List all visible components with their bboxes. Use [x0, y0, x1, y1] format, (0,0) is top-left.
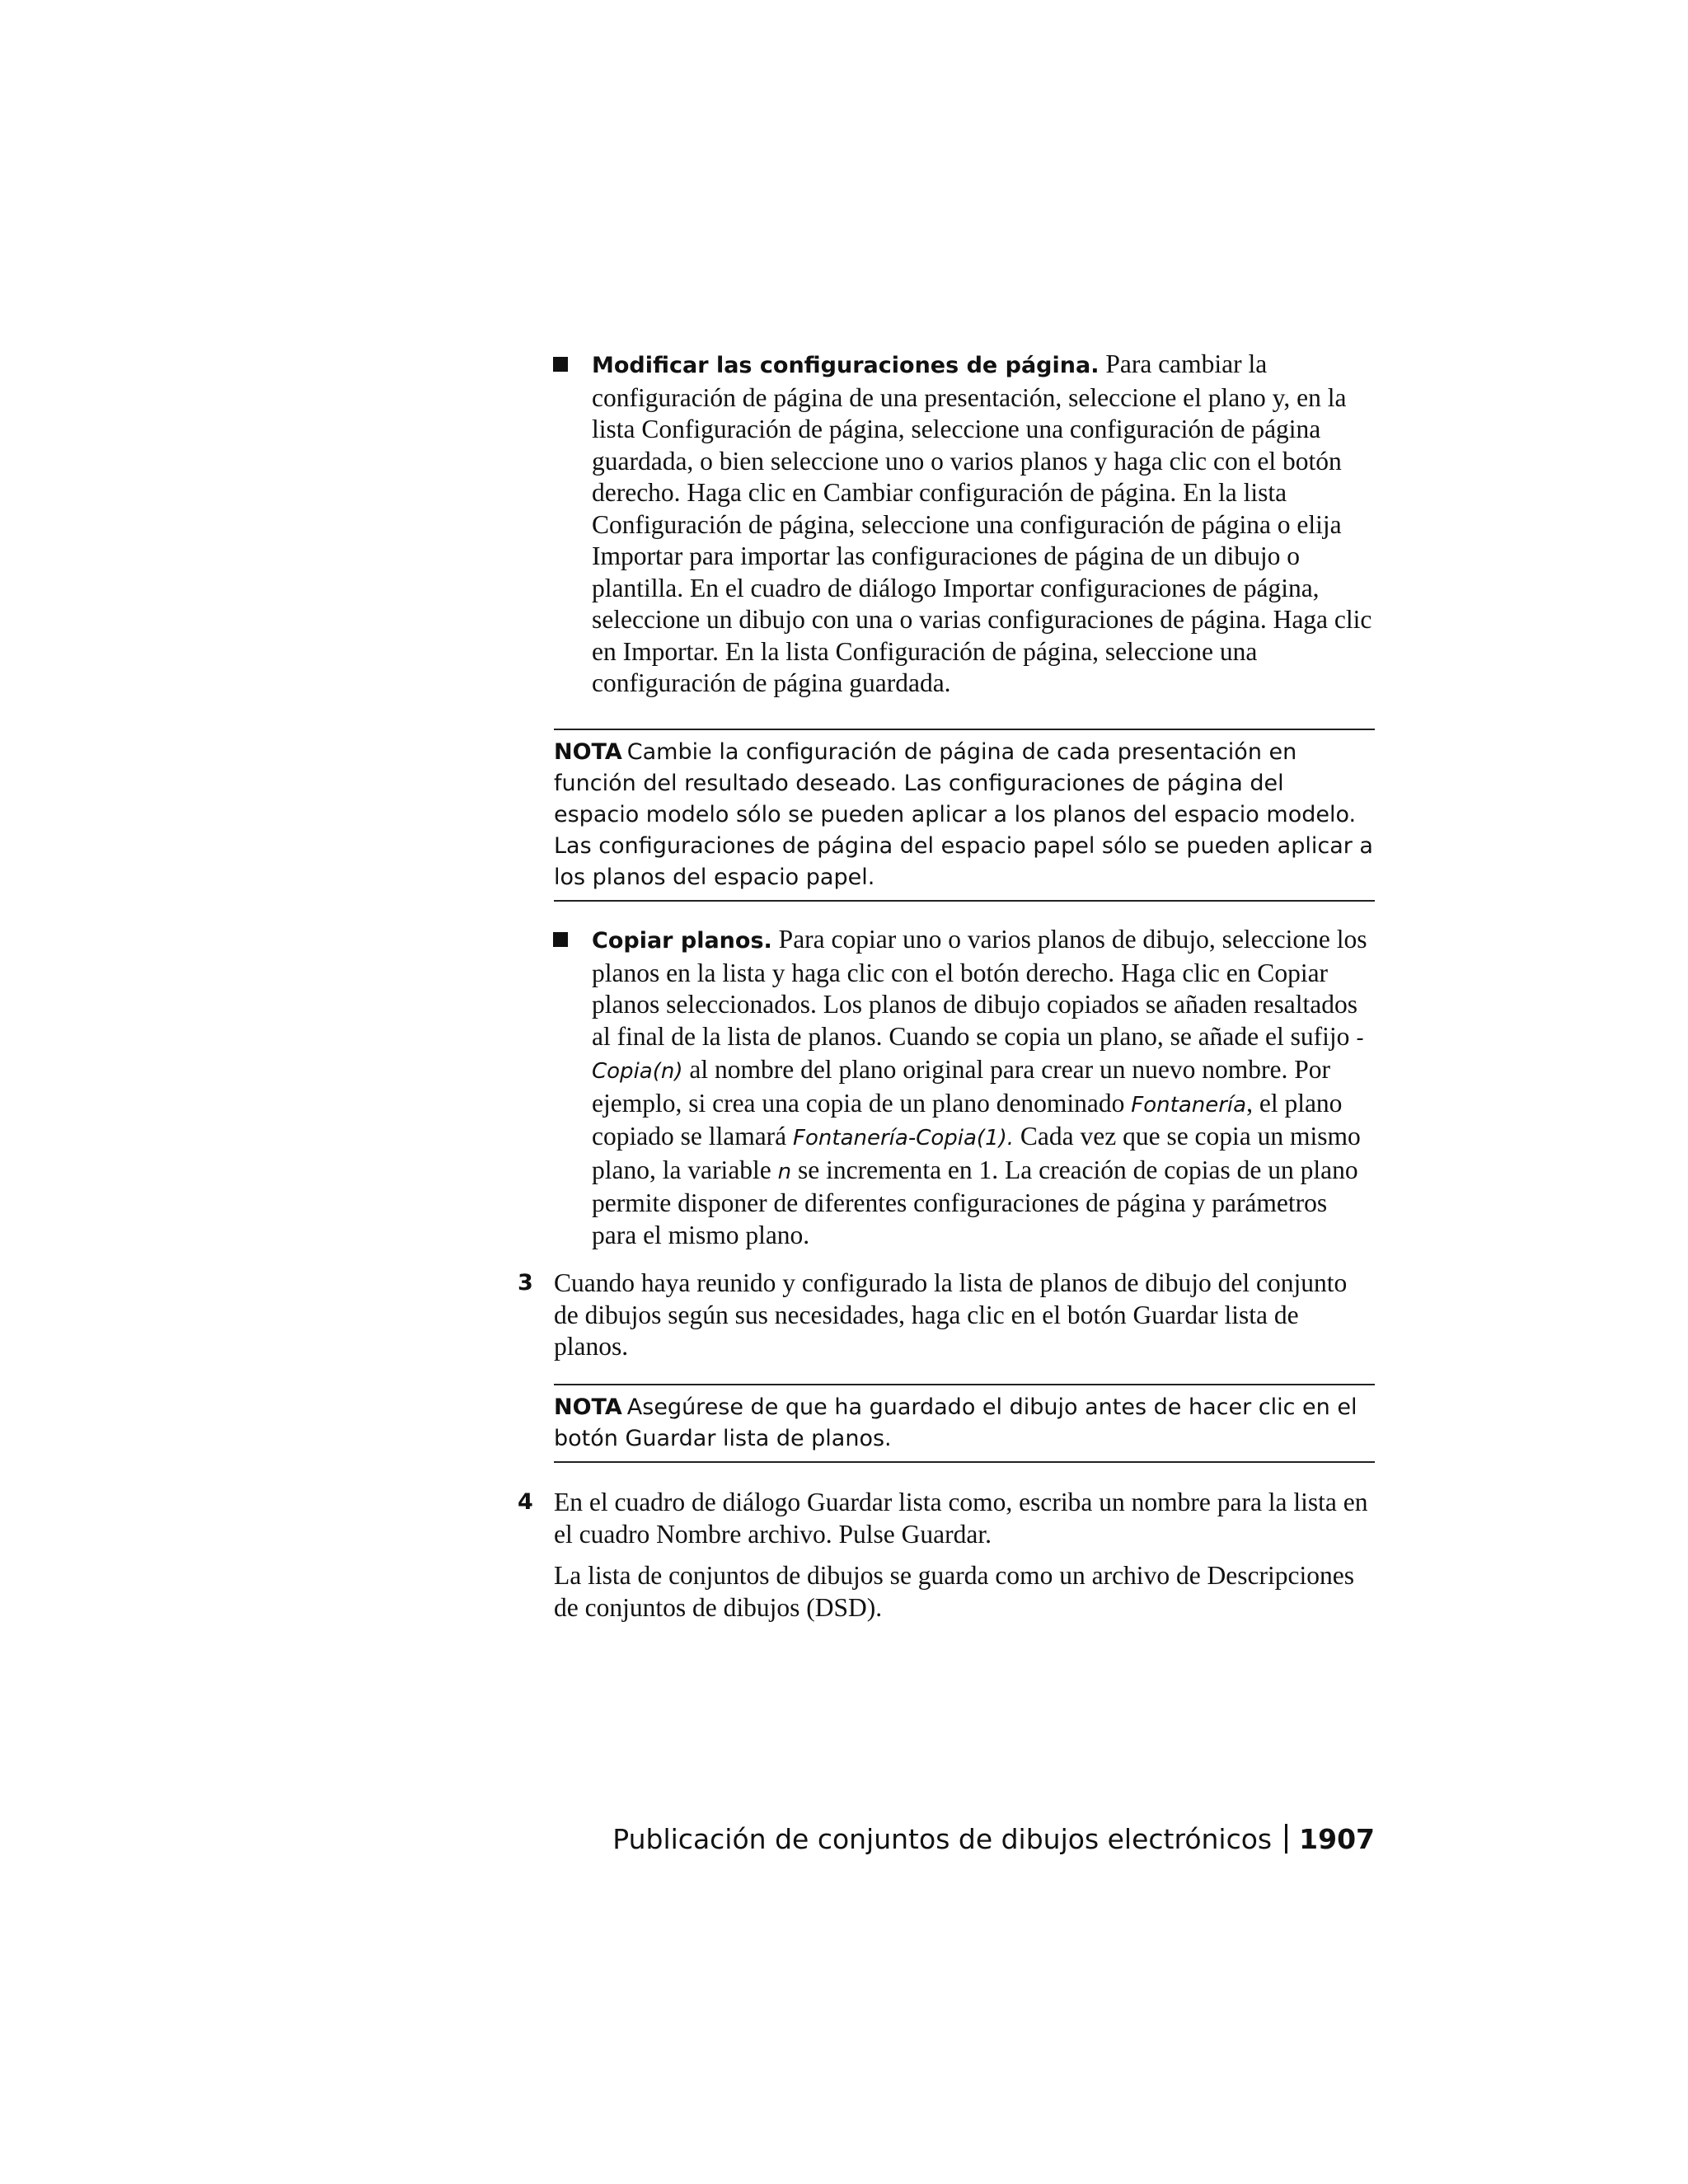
bullet-item-copy-sheets	[592, 924, 1375, 1251]
bullet-item-modify-page-setups	[592, 349, 1375, 700]
page-number: 1907	[1299, 1823, 1375, 1855]
note-label: NOTA	[554, 1394, 622, 1420]
note-text: Asegúrese de que ha guardado el dibujo antes de hacer clic en el botón Guardar lista de planos.	[554, 1394, 1357, 1451]
note-text: Cambie la configuración de página de cada presentación en función del resultado deseado. Las configuraciones de página del espacio modelo sólo se pueden aplicar a los planos del espacio modelo. Las configuraciones de página del espacio papel sólo se pueden aplicar a los planos del espacio papel.	[554, 739, 1373, 890]
footer-separator	[1285, 1824, 1287, 1854]
bullet-text: Para cambiar la configuración de página de una presentación, seleccione el plano y, en la lista Configuración de página, seleccione una configuración de página guardada, o bien seleccione uno o varios planos y haga clic con el botón derecho. Haga clic en Cambiar configuración de página. En la lista Configuración de página, seleccione una configuración de página o elija Importar para importar las configuraciones de página de un dibujo o plantilla. En el cuadro de diálogo Importar configuraciones de página, seleccione un dibujo con una o varias configuraciones de página. Haga clic en Importar. En la lista Configuración de página, seleccione una configuración de página guardada.	[592, 349, 1372, 697]
bullet-text: , el plano copiado se llamará	[592, 1088, 1343, 1151]
step-result: La lista de conjuntos de dibujos se guarda como un archivo de Descripciones de conjuntos de dibujos (DSD).	[554, 1561, 1354, 1622]
page-footer	[612, 1821, 1375, 1858]
suffix-term: -Copia(n)	[592, 1025, 1364, 1084]
step-text: Cuando haya reunido y configurado la lista de planos de dibujo del conjunto de dibujos según sus necesidades, haga clic en el botón Guardar lista de planos.	[554, 1268, 1348, 1361]
bullet-text: Cada vez que se copia un mismo plano, la variable	[592, 1122, 1361, 1184]
note-label: NOTA	[554, 739, 622, 765]
step-item-4	[518, 1487, 1375, 1624]
bullet-lead: Copiar planos.	[592, 928, 772, 954]
bullet-text: Para copiar uno o varios planos de dibujo, seleccione los planos en la lista y haga clic con el botón derecho. Haga clic en Copiar planos seleccionados. Los planos de dibujo copiados se añaden resaltados al final de la lista de planos. Cuando se copia un plano, se añade el sufijo	[592, 925, 1367, 1051]
example-copy-name: Fontanería-Copia(1).	[793, 1126, 1015, 1151]
square-bullet-icon	[553, 357, 568, 372]
step-number: 4	[518, 1489, 533, 1515]
note-box	[554, 729, 1375, 902]
bullet-text: al nombre del plano original para crear un nuevo nombre. Por ejemplo, si crea una copia de un plano denominado	[592, 1055, 1330, 1118]
step-text: En el cuadro de diálogo Guardar lista como, escriba un nombre para la lista en el cuadro Nombre archivo. Pulse Guardar.	[554, 1488, 1368, 1549]
bullet-text: se incrementa en 1. La creación de copias de un plano permite disponer de diferentes configuraciones de página y parámetros para el mismo plano.	[592, 1155, 1358, 1249]
step-number: 3	[518, 1270, 533, 1296]
step-item-3	[518, 1268, 1375, 1363]
bullet-lead: Modificar las configuraciones de página.	[592, 353, 1100, 378]
example-name: Fontanería	[1131, 1092, 1247, 1118]
square-bullet-icon	[553, 932, 568, 947]
note-box	[554, 1384, 1375, 1463]
footer-section-title: Publicación de conjuntos de dibujos electrónicos	[612, 1823, 1273, 1855]
variable-name: n	[777, 1159, 792, 1184]
